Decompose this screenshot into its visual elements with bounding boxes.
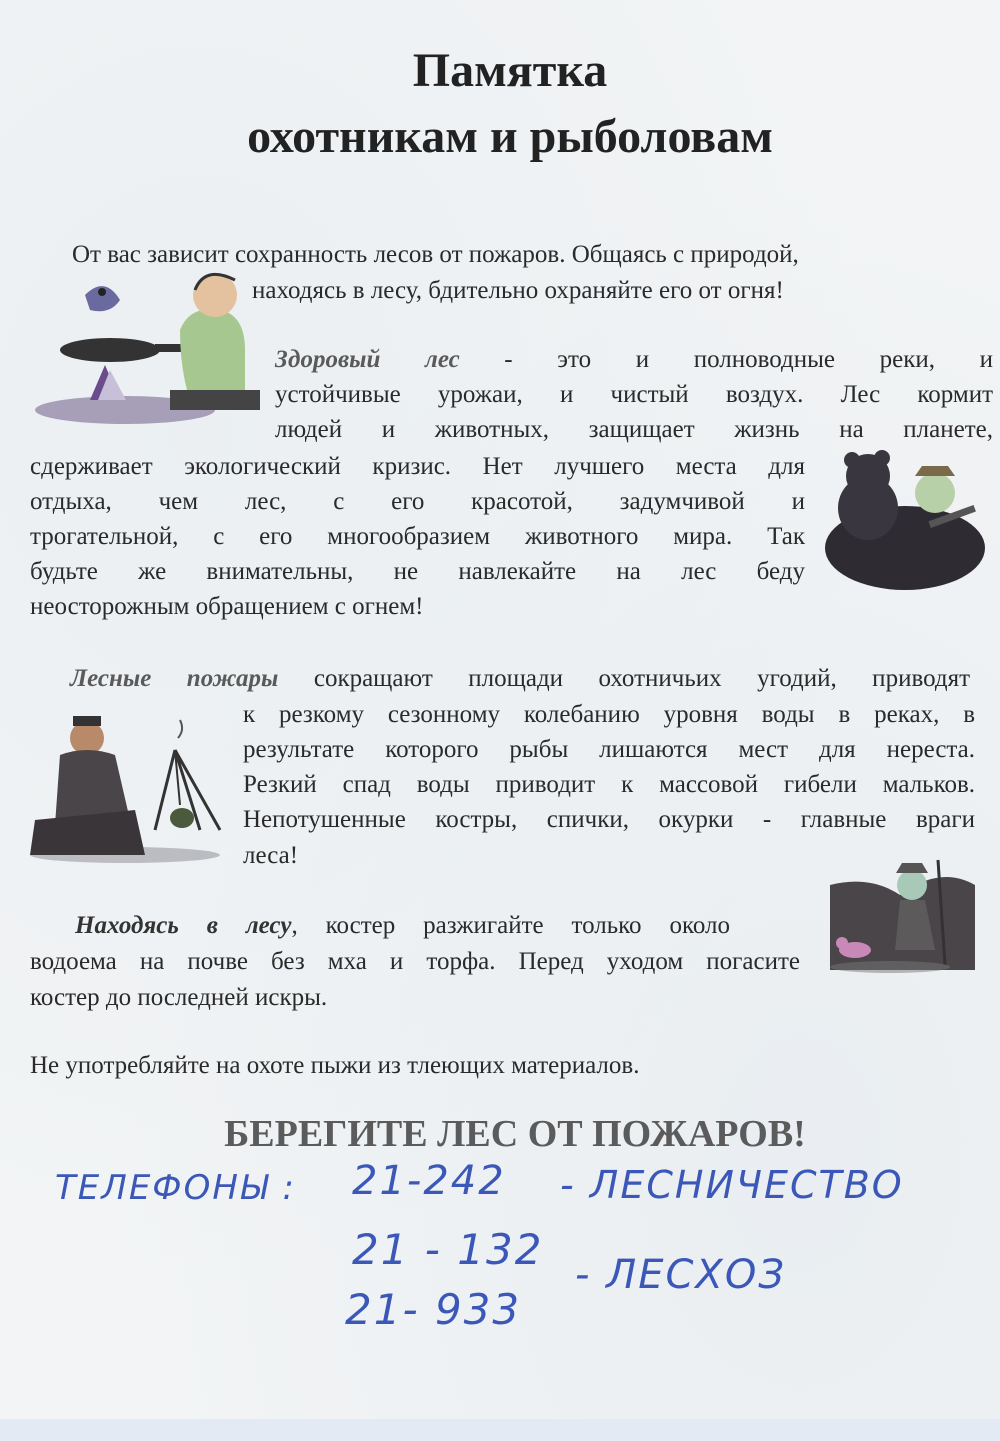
section3-line-1 [75, 908, 730, 943]
handwritten-phone-1: 21-242 [352, 1158, 506, 1204]
section1-line-1-rest: - это и полноводные реки, и [459, 346, 993, 373]
section1-line-2: устойчивые урожаи, и чистый воздух. Лес кормит [275, 381, 993, 408]
handwritten-org-2: - ЛЕСХОЗ [575, 1252, 786, 1298]
hunter-with-dog-illustration [830, 855, 975, 980]
page-title [0, 38, 1000, 170]
handwritten-phone-2: 21 - 132 [352, 1225, 544, 1274]
section1-line-1 [275, 342, 993, 377]
section2-line-1-rest: сокращают площади охотничьих угодий, приводят [278, 665, 970, 692]
section1-line-5: отдыха, чем лес, с его красотой, задумчивой и [30, 488, 805, 515]
section1-line-4: сдерживает экологический кризис. Нет лучшего места для [30, 453, 805, 480]
section2-line-3: результате которого рыбы лишаются мест для нереста. [243, 736, 975, 763]
section1-line-7: будьте же внимательны, не навлекайте на лес беду [30, 558, 805, 585]
section2-line-2: к резкому сезонному колебанию уровня воды в реках, в [243, 701, 975, 728]
title-line-2: охотникам и рыболовам [247, 110, 773, 163]
bottom-scan-band [0, 1419, 1000, 1441]
section3-emphasis: Находясь в лесу [75, 912, 292, 939]
section1-line-3: людей и животных, защищает жизнь на планете, [275, 416, 993, 443]
handwritten-org-1: - ЛЕСНИЧЕСТВО [560, 1163, 904, 1207]
intro-line-2: находясь в лесу, бдительно охраняйте его от огня! [252, 277, 784, 304]
title-line-1: Памятка [412, 44, 608, 97]
section2-line-5: Непотушенные костры, спички, окурки - главные враги [243, 806, 975, 833]
intro-line-1: От вас зависит сохранность лесов от пожаров. Общаясь с природой, [72, 241, 799, 268]
section2-emphasis: Лесные пожары [70, 665, 279, 692]
fisherman-frying-pan-illustration [30, 270, 270, 430]
handwritten-phone-3: 21- 933 [345, 1285, 522, 1334]
section2-line-1 [70, 661, 970, 696]
bear-and-hunter-illustration [820, 448, 985, 593]
slogan: БЕРЕГИТЕ ЛЕС ОТ ПОЖАРОВ! [224, 1113, 806, 1155]
section4-text: Не употребляйте на охоте пыжи из тлеющих материалов. [30, 1052, 640, 1079]
section1-emphasis: Здоровый лес [275, 346, 460, 373]
section2-line-4: Резкий спад воды приводит к массовой гибели мальков. [243, 771, 975, 798]
man-by-campfire-illustration [25, 710, 240, 865]
section3-line-2: водоема на почве без мха и торфа. Перед уходом погасите [30, 948, 800, 975]
section2-line-6: леса! [243, 842, 299, 869]
section1-line-8: неосторожным обращением с огнем! [30, 593, 424, 620]
section1-line-6: трогательной, с его многообразием животного мира. Так [30, 523, 805, 550]
handwritten-phones-label: ТЕЛЕФОНЫ : [55, 1168, 296, 1208]
section3-line-3: костер до последней искры. [30, 984, 328, 1011]
section3-line-1-rest: , костер разжигайте только около [291, 912, 730, 939]
